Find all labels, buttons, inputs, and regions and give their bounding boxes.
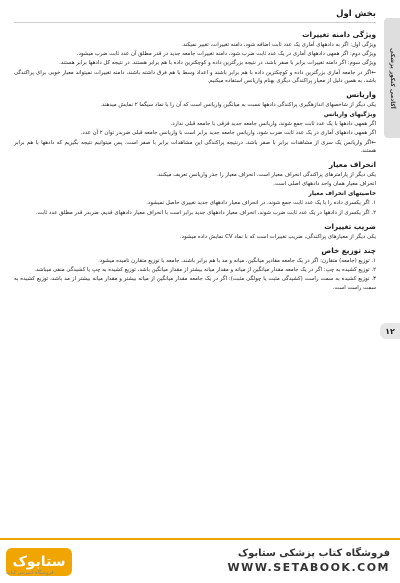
store-info	[228, 548, 390, 574]
paragraph: ۱. توزیع (جامعه) متقارن: اگر در یک جامعه مقادیر میانگین، میانه و مد با هم برابر باشند، جامعه با توزیع متقارن نامیده میشود.	[98, 258, 376, 265]
subsection-heading: خاصیتهای انحراف معیار	[308, 191, 376, 198]
section-heading: انحراف معیار	[328, 160, 376, 170]
paragraph: ویژگی سوم: اگر دامنه تغییرات برابر با صفر باشد، در نتیجه بزرگترین داده و کوچکترین داده با هم برابر هستند. در نتیجه کل دادهها برابر هستند.	[59, 60, 376, 67]
paragraph: ۲. اگر یکسری از دادهها در یک عدد ثابت ضرب شوند، انحراف معیار دادههای جدید برابر است با انحراف معیار دادههای قدیم، ضربدر قدر مطلق عدد ثابت.	[35, 209, 376, 216]
paragraph: یکی دیگر از شاخصهای اندازهگیری پراکندگی دادهها نسبت به میانگین واریانس است که آن را با نماد سیگما ۲ نمایش میدهند.	[100, 102, 376, 109]
paragraph: یکی دیگر از معیارهای پراکندگی، ضریب تغییرات است که با نماد CV نمایش داده میشود.	[179, 233, 376, 240]
paragraph: اگر همهی دادهها با یک عدد ثابت جمع شوند، واریانس جامعه جدید فرقی با جامعه قبلی ندارد.	[170, 121, 376, 128]
paragraph: اگر همهی دادههای آماری در یک عدد ثابت ضرب شود، واریانس جامعه جدید برابر است با واریانس جامعه قبلی ضربدر توان ۲ آن عدد.	[80, 130, 376, 137]
bullet-note: ← اگر در جامعه آماری بزرگترین داده و کوچکترین داده با هم برابر باشند و اعداد وسط با هم فرق داشته باشند، دامنه تغییرات نمیتواند معیار خوبی برای پراکندگی باشد، به همین دلیل از معیار پراکندگی دیگری بهنام واریانس استفاده میکنیم.	[14, 69, 376, 85]
paragraph: ۳. توزیع کشیده به سمت راست (کشیدگی مثبت یا چولگی مثبت): اگر در یک جامعه مقدار میانگین از میانه بیشتر و مقدار میانه بیشتر از مد باشد، توزیع کشیده به سمت راست است.	[14, 276, 376, 291]
store-url-link[interactable]: WWW.SETABOOK.COM	[227, 561, 390, 574]
chapter-title: بخش اول	[14, 8, 376, 23]
paragraph: ویژگی دوم: اگر همهی دادههای آماری در یک عدد ثابت ضرب شود، دامنه تغییرات جامعه جدید در قدر مطلق آن عدد ثابت ضرب میشود.	[76, 51, 376, 58]
store-name: فروشگاه کتاب پزشکی ستابوک	[237, 548, 390, 559]
logo-mark: ستابوک	[6, 548, 72, 576]
side-tab	[384, 18, 400, 138]
page-number: ۱۲	[380, 323, 400, 339]
page-content	[14, 8, 376, 293]
paragraph: انحراف معیار همان واحد دادههای اصلی است.	[273, 181, 376, 188]
section-heading: ضریب تغییرات	[324, 221, 376, 231]
subsection-heading: ویژگیهای واریانس	[323, 112, 376, 119]
section-heading: چند توزیع خاص	[321, 246, 376, 256]
bullet-note: ← اگر واریانس یک سری از مشاهدات برابر با صفر باشد، درنتیجه پراکندگی این مشاهدات برابر با صفر است. پس میتوانیم نتیجه بگیریم که دادهها با هم برابر هستند.	[14, 139, 376, 155]
side-tab-label: آکادمی کنکور پزشکی	[389, 47, 395, 109]
footer-banner	[0, 538, 400, 583]
paragraph: ویژگی اول: اگر به دادههای آماری یک عدد ثابت اضافه شود، دامنه تغییرات، تغییر نمیکند.	[181, 42, 376, 48]
section-heading: ویژگی دامنه تغییرات	[302, 30, 376, 39]
section-heading: واریانس	[346, 90, 376, 100]
paragraph: یکی دیگر از پارامترهای پراکندگی انحراف معیار است. انحراف معیار را جذر واریانس تعریف میکنند.	[156, 172, 376, 179]
paragraph: ۱. اگر یکسری داده را با یک عدد ثابت جمع شوند، در انحراف معیار دادههای جدید تغییری حاصل نمیشود.	[146, 200, 376, 207]
paragraph: ۲. توزیع کشیده به چپ: اگر در یک جامعه مقدار میانگین از میانه و مقدار میانه بیشتر از مقدار میانگین باشد، توزیع کشیده به چپ یا کشیدگی منفی میباشد.	[34, 267, 376, 274]
logo-subtitle: فروشگاه اینترنتی کتاب	[6, 570, 54, 576]
